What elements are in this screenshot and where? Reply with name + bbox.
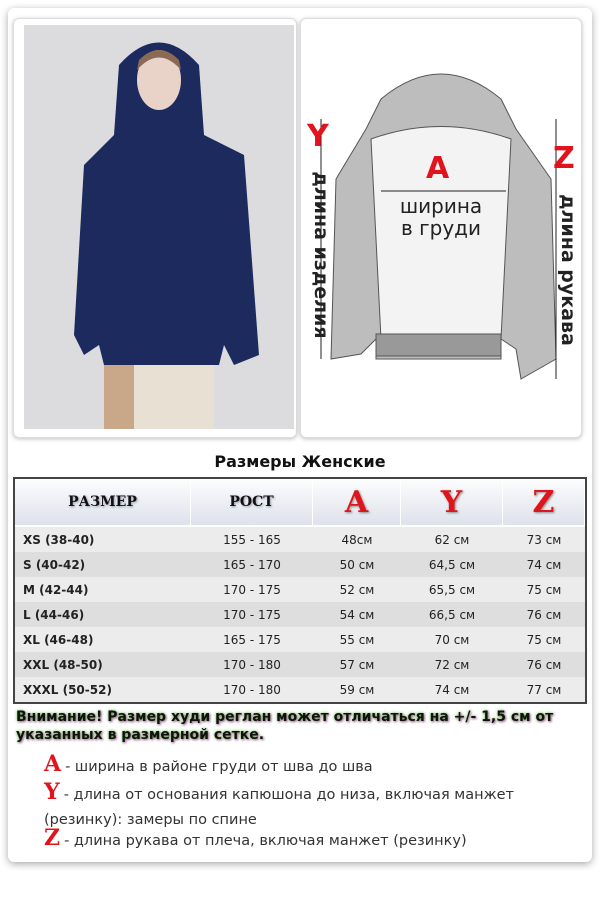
legend-z xyxy=(44,826,467,854)
photo-panel xyxy=(13,18,297,438)
legend-letter: Y xyxy=(44,779,60,805)
model-photo xyxy=(24,25,294,429)
cell-size: XXXL (50-52) xyxy=(23,682,112,697)
cell-a: 50 см xyxy=(339,557,375,572)
cell-a: 57 см xyxy=(339,657,375,672)
warning-text: Внимание! Размер худи реглан может отличаться на +/- 1,5 см от указанных в размерной сетке. xyxy=(16,709,554,743)
cell-z: 77 см xyxy=(526,682,562,697)
cell-height: 155 - 165 xyxy=(223,532,281,547)
table-row xyxy=(15,677,585,702)
cell-y: 62 см xyxy=(434,532,470,547)
cell-size: S (40-42) xyxy=(23,557,86,572)
cell-y: 74 см xyxy=(434,682,470,697)
cell-a: 55 см xyxy=(339,632,375,647)
table-row xyxy=(15,652,585,677)
label-z: Z xyxy=(553,141,575,176)
size-table xyxy=(13,477,587,704)
cell-a: 48см xyxy=(341,532,373,547)
cell-size: XXL (48-50) xyxy=(23,657,103,672)
table-row xyxy=(15,577,585,602)
legend-text: - длина рукава от плеча, включая манжет (резинку) xyxy=(64,833,467,849)
legend-a xyxy=(44,752,373,780)
cell-z: 75 см xyxy=(526,632,562,647)
cell-y: 64,5 см xyxy=(428,557,476,572)
cell-y: 66,5 см xyxy=(428,607,476,622)
legend-text: - длина от основания капюшона до низа, включая манжет (резинку): замеры по спине xyxy=(44,787,515,828)
cell-a: 54 см xyxy=(339,607,375,622)
cell-height: 165 - 175 xyxy=(223,632,281,647)
cell-y: 65,5 см xyxy=(428,582,476,597)
cell-size: M (42-44) xyxy=(23,582,89,597)
cell-height: 170 - 175 xyxy=(223,582,281,597)
cell-height: 170 - 180 xyxy=(223,682,281,697)
table-row xyxy=(15,552,585,577)
cell-height: 165 - 170 xyxy=(223,557,281,572)
cell-y: 72 см xyxy=(434,657,470,672)
legend-letter: Z xyxy=(44,825,61,851)
diagram-panel xyxy=(300,18,582,438)
label-y: Y xyxy=(307,119,329,154)
sleeve-text: длина рукава xyxy=(557,194,579,346)
cell-size: L (44-46) xyxy=(23,607,85,622)
cell-z: 73 см xyxy=(526,532,562,547)
header-a: A xyxy=(313,479,401,527)
header-height: РОСТ xyxy=(191,479,313,527)
cell-size: XS (38-40) xyxy=(23,532,95,547)
legend-letter: A xyxy=(44,751,62,777)
label-a: A xyxy=(426,151,450,186)
table-row xyxy=(15,527,585,552)
cell-z: 76 см xyxy=(526,657,562,672)
table-row xyxy=(15,627,585,652)
cell-height: 170 - 180 xyxy=(223,657,281,672)
header-z: Z xyxy=(503,479,585,527)
length-text: длина изделия xyxy=(310,171,332,339)
table-header xyxy=(15,479,585,527)
cell-z: 74 см xyxy=(526,557,562,572)
legend-text: - ширина в районе груди от шва до шва xyxy=(65,759,373,775)
cell-z: 76 см xyxy=(526,607,562,622)
header-size: РАЗМЕР xyxy=(15,479,191,527)
cell-a: 59 см xyxy=(339,682,375,697)
chart-title: Размеры Женские xyxy=(214,452,386,471)
chest-text-2: в груди xyxy=(400,216,481,240)
chest-text-1: ширина xyxy=(399,194,483,218)
cell-a: 52 см xyxy=(339,582,375,597)
table-row xyxy=(15,602,585,627)
cell-z: 75 см xyxy=(526,582,562,597)
header-y: Y xyxy=(401,479,503,527)
cell-height: 170 - 175 xyxy=(223,607,281,622)
cell-size: XL (46-48) xyxy=(23,632,94,647)
cell-y: 70 см xyxy=(434,632,470,647)
